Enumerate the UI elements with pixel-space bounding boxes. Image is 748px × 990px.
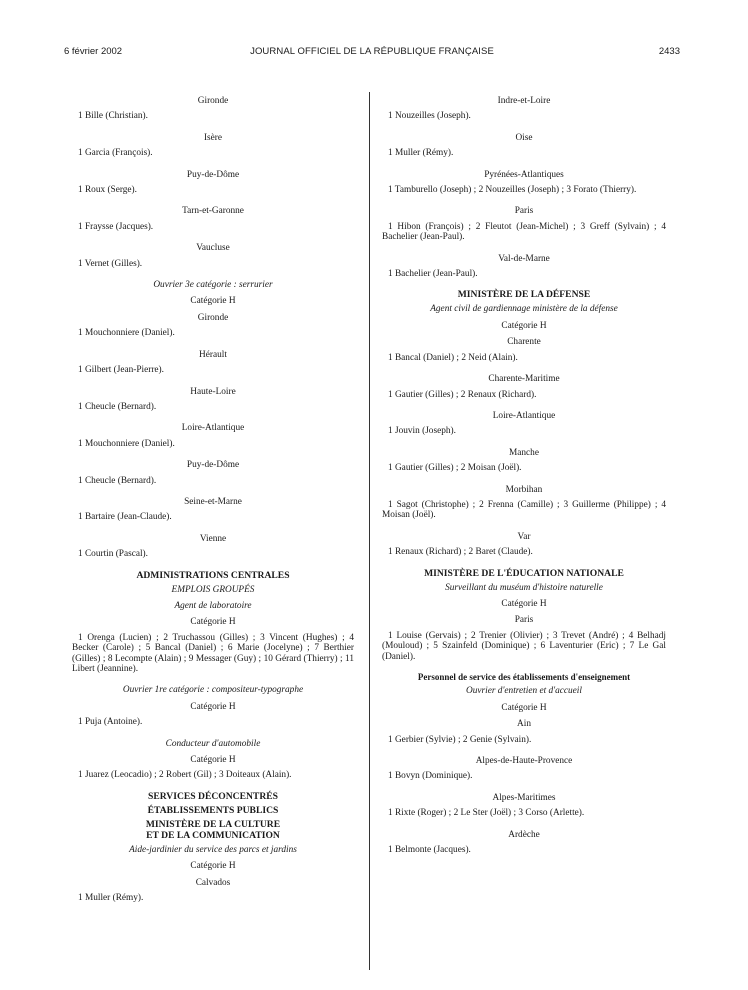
page-header xyxy=(64,46,680,60)
job-title: Surveillant du muséum d'histoire naturelle xyxy=(445,582,603,593)
region-heading: Ardèche xyxy=(508,829,540,840)
left-column xyxy=(72,96,354,903)
job-title: Agent de laboratoire xyxy=(174,600,252,611)
candidate-list: 1 Muller (Rémy). xyxy=(388,148,454,159)
candidate-list: 1 Bachelier (Jean-Paul). xyxy=(388,269,478,280)
job-title: EMPLOIS GROUPÉS xyxy=(171,584,255,595)
candidate-list: 1 Sagot (Christophe) ; 2 Frenna (Camille) ; 3 Guillerme (Philippe) ; 4 Moisan (Joël). xyxy=(382,499,666,521)
region-heading: Catégorie H xyxy=(190,755,236,766)
region-heading: Catégorie H xyxy=(190,617,236,628)
candidate-list: 1 Cheucle (Bernard). xyxy=(78,401,157,412)
section-heading: ADMINISTRATIONS CENTRALES xyxy=(136,569,290,581)
region-heading: Paris xyxy=(514,615,534,626)
region-heading: Alpes-Maritimes xyxy=(492,792,556,803)
section-heading xyxy=(72,819,354,841)
region-heading: Var xyxy=(517,531,531,542)
candidate-list: 1 Hibon (François) ; 2 Fleutot (Jean-Michel) ; 3 Greff (Sylvain) ; 4 Bachelier (Jean-Paul). xyxy=(382,221,666,243)
region-heading: Manche xyxy=(509,447,539,458)
candidate-list: 1 Mouchonniere (Daniel). xyxy=(78,438,175,449)
region-heading: Catégorie H xyxy=(501,320,547,331)
region-heading: Catégorie H xyxy=(190,296,236,307)
candidate-list: 1 Puja (Antoine). xyxy=(78,717,143,728)
candidate-list: 1 Bancal (Daniel) ; 2 Neid (Alain). xyxy=(388,352,518,363)
region-heading: Ain xyxy=(517,719,531,730)
section-heading-line: ET DE LA COMMUNICATION xyxy=(146,829,280,841)
region-heading: Loire-Atlantique xyxy=(181,423,245,434)
region-heading: Gironde xyxy=(197,96,229,106)
job-title: Agent civil de gardiennage ministère de la défense xyxy=(430,304,618,315)
subsection-heading: Personnel de service des établissements d'enseignement xyxy=(417,672,631,682)
region-heading: Calvados xyxy=(195,877,231,888)
region-heading: Loire-Atlantique xyxy=(492,410,556,421)
candidate-list: 1 Renaux (Richard) ; 2 Baret (Claude). xyxy=(388,547,533,558)
candidate-list: 1 Bovyn (Dominique). xyxy=(388,771,473,782)
region-heading: Puy-de-Dôme xyxy=(186,169,240,180)
region-heading: Gironde xyxy=(197,312,229,323)
region-heading: Oise xyxy=(515,132,533,143)
region-heading: Puy-de-Dôme xyxy=(186,460,240,471)
job-title: Conducteur d'automobile xyxy=(165,738,261,749)
candidate-list: 1 Mouchonniere (Daniel). xyxy=(78,328,175,339)
region-heading: Isère xyxy=(203,132,223,143)
region-heading: Vienne xyxy=(199,533,227,544)
candidate-list: 1 Jouvin (Joseph). xyxy=(388,426,456,437)
region-heading: Seine-et-Marne xyxy=(184,496,242,507)
job-title: Aide-jardinier du service des parcs et jardins xyxy=(129,844,297,855)
candidate-list: 1 Rixte (Roger) ; 2 Le Ster (Joël) ; 3 Corso (Arlette). xyxy=(388,808,585,819)
issue-date: 6 février 2002 xyxy=(64,46,123,57)
candidate-list: 1 Belmonte (Jacques). xyxy=(388,845,471,856)
region-heading: Charente-Maritime xyxy=(488,374,560,385)
candidate-list: 1 Nouzeilles (Joseph). xyxy=(388,111,471,122)
candidate-list: 1 Muller (Rémy). xyxy=(78,893,144,904)
region-heading: Pyrénées-Atlantiques xyxy=(484,169,564,180)
section-heading-line: MINISTÈRE DE LA CULTURE xyxy=(145,818,281,830)
section-heading: MINISTÈRE DE L'ÉDUCATION NATIONALE xyxy=(424,567,624,579)
candidate-list: 1 Gautier (Gilles) ; 2 Moisan (Joël). xyxy=(388,463,522,474)
region-heading: Catégorie H xyxy=(190,701,236,712)
region-heading: Val-de-Marne xyxy=(498,253,550,264)
journal-title: JOURNAL OFFICIEL DE LA RÉPUBLIQUE FRANÇAISE xyxy=(250,46,494,57)
section-heading: ÉTABLISSEMENTS PUBLICS xyxy=(147,804,279,816)
candidate-list: 1 Tamburello (Joseph) ; 2 Nouzeilles (Joseph) ; 3 Forato (Thierry). xyxy=(388,185,637,196)
region-heading: Tarn-et-Garonne xyxy=(182,206,244,217)
region-heading: Morbihan xyxy=(505,484,543,495)
candidate-list: 1 Gilbert (Jean-Pierre). xyxy=(78,365,164,376)
candidate-list: 1 Roux (Serge). xyxy=(78,185,137,196)
page-number: 2433 xyxy=(658,46,680,57)
candidate-list: 1 Louise (Gervais) ; 2 Trenier (Olivier) ; 3 Trevet (André) ; 4 Belhadj (Mouloud) ; 5 Szainfeld (Dominique) ; 6 Laventurier (Eric) ; 7 Le Gal (Daniel). xyxy=(382,630,666,662)
region-heading: Vaucluse xyxy=(196,243,230,254)
region-heading: Catégorie H xyxy=(501,598,547,609)
candidate-list: 1 Vernet (Gilles). xyxy=(78,258,143,269)
candidate-list: 1 Orenga (Lucien) ; 2 Truchassou (Gilles) ; 3 Vincent (Hughes) ; 4 Becker (Carole) ; 5 Bancal (Daniel) ; 6 Marie (Jocelyne) ; 7 Berthier (Gilles) ; 8 Lecompte (Alain) ; 9 Messager (Guy) ; 10 Gérard (Thierry) ; 11 Libert (Jeannine). xyxy=(72,632,354,674)
candidate-list: 1 Courtin (Pascal). xyxy=(78,549,148,560)
region-heading: Charente xyxy=(507,337,541,348)
job-title: Ouvrier d'entretien et d'accueil xyxy=(466,686,582,697)
region-heading: Paris xyxy=(514,206,534,217)
candidate-list: 1 Gerbier (Sylvie) ; 2 Genie (Sylvain). xyxy=(388,734,532,745)
region-heading: Hérault xyxy=(199,349,227,360)
right-column xyxy=(382,96,666,855)
candidate-list: 1 Juarez (Leocadio) ; 2 Robert (Gil) ; 3 Doiteaux (Alain). xyxy=(78,770,292,781)
region-heading: Catégorie H xyxy=(501,702,547,713)
candidate-list: 1 Fraysse (Jacques). xyxy=(78,221,154,232)
region-heading: Haute-Loire xyxy=(190,386,236,397)
candidate-list: 1 Gautier (Gilles) ; 2 Renaux (Richard). xyxy=(388,389,537,400)
region-heading: Alpes-de-Haute-Provence xyxy=(475,756,573,767)
section-heading: SERVICES DÉCONCENTRÉS xyxy=(147,790,278,802)
candidate-list: 1 Garcia (François). xyxy=(78,148,153,159)
region-heading: Indre-et-Loire xyxy=(497,96,551,106)
section-heading: MINISTÈRE DE LA DÉFENSE xyxy=(457,289,591,301)
region-heading: Catégorie H xyxy=(190,861,236,872)
candidate-list: 1 Bartaire (Jean-Claude). xyxy=(78,512,172,523)
candidate-list: 1 Bille (Christian). xyxy=(78,111,148,122)
candidate-list: 1 Cheucle (Bernard). xyxy=(78,475,157,486)
job-title: Ouvrier 3e catégorie : serrurier xyxy=(153,280,273,291)
job-title: Ouvrier 1re catégorie : compositeur-typographe xyxy=(122,685,304,696)
column-divider xyxy=(369,92,370,970)
